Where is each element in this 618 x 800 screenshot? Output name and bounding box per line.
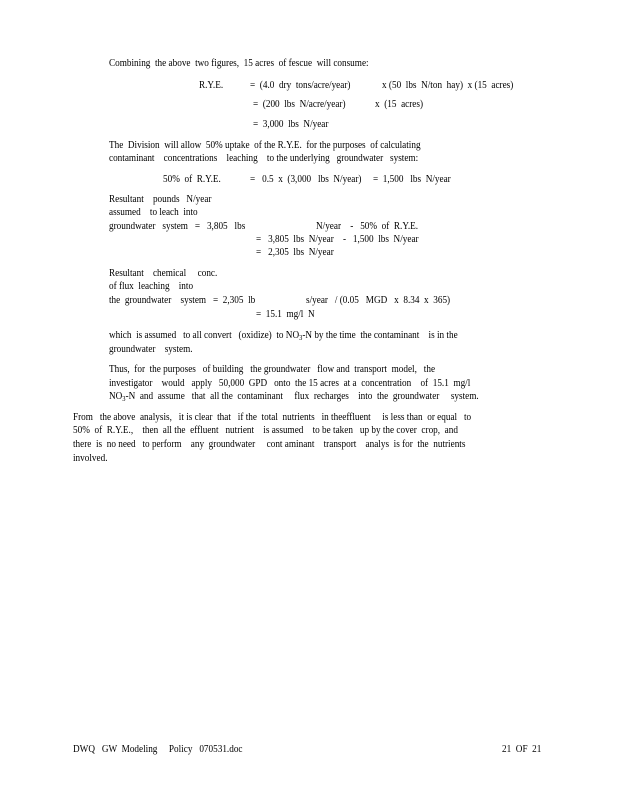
resultant-conc-l3a: the groundwater system = 2,305 lb <box>109 295 256 306</box>
rye-eq1: = (4.0 dry tons/acre/year) <box>250 80 351 91</box>
rye50-label: 50% of R.Y.E. <box>163 174 221 185</box>
rye-eq2: = (200 lbs N/acre/year) <box>253 99 346 110</box>
convert-subscript: 3 <box>299 334 303 342</box>
division-line-1: The Division will allow 50% uptake of the R.Y.E. for the purposes of calculating <box>109 140 421 151</box>
resultant-conc-l4: = 15.1 mg/l N <box>256 309 315 320</box>
convert-text-a: which is assumed to all convert (oxidize) to NO <box>109 330 300 341</box>
conclusion-line-2: 50% of R.Y.E., then all the effluent nutrient is assumed to be taken up by the cover crop, and <box>73 425 458 436</box>
conclusion-line-4: involved. <box>73 453 108 464</box>
convert-text-b: -N by the time the contaminant is in the <box>302 330 458 341</box>
thus-subscript: 3 <box>122 395 126 403</box>
division-line-2: contaminant concentrations leaching to the underlying groundwater system: <box>109 153 419 164</box>
resultant-n-l3a: groundwater system = 3,805 lbs <box>109 221 246 232</box>
rye50-eq: = 0.5 x (3,000 lbs N/year) = 1,500 lbs N/year <box>250 174 451 185</box>
rye-eq3: = 3,000 lbs N/year <box>253 119 329 130</box>
rye-label: R.Y.E. <box>199 80 224 91</box>
resultant-conc-l3b: s/year / (0.05 MGD x 8.34 x 365) <box>306 295 451 306</box>
rye-eq1b: x (50 lbs N/ton hay) x (15 acres) <box>382 80 514 91</box>
resultant-n-l5: = 2,305 lbs N/year <box>256 247 334 258</box>
thus-no-text: NO <box>109 391 123 402</box>
conclusion-line-1: From the above analysis, it is clear that if the total nutrients in theeffluent is less than or equal to <box>73 412 472 423</box>
intro-line: Combining the above two figures, 15 acres of fescue will consume: <box>109 58 369 69</box>
thus-line-3 <box>109 391 479 403</box>
thus-line-1: Thus, for the purposes of building the groundwater flow and transport model, the <box>109 364 436 375</box>
convert-line-2: groundwater system. <box>109 344 193 355</box>
resultant-n-l2: assumed to leach into <box>109 207 198 218</box>
resultant-n-l3b: N/year - 50% of R.Y.E. <box>316 221 419 232</box>
footer-page-number: 21 OF 21 <box>502 744 542 755</box>
convert-line-1 <box>109 330 458 342</box>
resultant-n-l4: = 3,805 lbs N/year - 1,500 lbs N/year <box>256 234 419 245</box>
resultant-conc-l2: of flux leaching into <box>109 281 194 292</box>
rye-eq2b: x (15 acres) <box>375 99 424 110</box>
conclusion-line-3: there is no need to perform any groundwater cont aminant transport analys is for the nutrients <box>73 439 466 450</box>
resultant-conc-l1: Resultant chemical conc. <box>109 268 218 279</box>
footer-filename: DWQ GW Modeling Policy 070531.doc <box>73 744 243 755</box>
resultant-n-l1: Resultant pounds N/year <box>109 194 212 205</box>
thus-line-2: investigator would apply 50,000 GPD onto the 15 acres at a concentration of 15.1 mg/l <box>109 378 471 389</box>
thus-text-b: -N and assume that all the contaminant flux recharges into the groundwater system. <box>125 391 479 402</box>
